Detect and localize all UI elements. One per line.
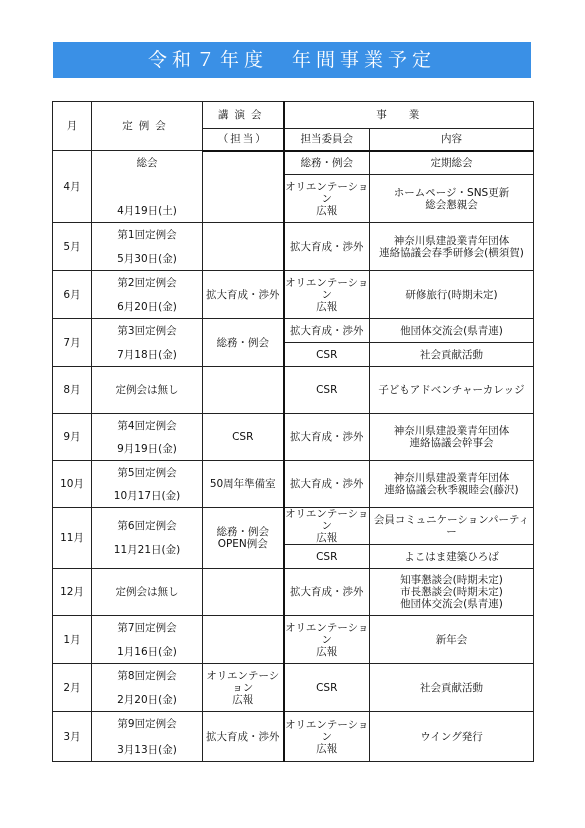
committee-cell — [284, 508, 370, 545]
teireikai-cell — [92, 271, 203, 319]
table-row — [53, 271, 534, 319]
committee-cell: 拡大育成・渉外 — [284, 461, 370, 508]
content-cell: 社会貢献活動 — [370, 343, 534, 367]
committee-cell — [284, 616, 370, 664]
month-cell: 7月 — [53, 319, 92, 367]
meeting-title: 第7回定例会 — [117, 621, 177, 634]
content-cell-line: 連絡協議会春季研修会(横須賀) — [379, 246, 524, 259]
teireikai-cell — [92, 367, 203, 414]
content-cell-line: 他団体交流会(県青連) — [400, 598, 503, 610]
table-row — [53, 569, 534, 616]
meeting-title: 第6回定例会 — [117, 520, 177, 532]
meeting-date: 7月18日(金) — [117, 348, 177, 361]
committee-cell-line: 広報 — [316, 204, 338, 217]
month-cell: 3月 — [53, 712, 92, 762]
header-content: 内容 — [370, 129, 534, 151]
meeting-title: 総会 — [136, 156, 158, 169]
header-teireikai: 定例会 — [92, 102, 203, 151]
committee-cell — [284, 271, 370, 319]
meeting-title: 第4回定例会 — [117, 419, 177, 432]
committee-cell-line: オリエンテーション — [285, 276, 369, 301]
content-cell: ウイング発行 — [370, 712, 534, 762]
annual-schedule-table — [52, 101, 534, 762]
table-row — [53, 712, 534, 762]
lecture-cell: 50周年準備室 — [203, 461, 284, 508]
committee-cell — [284, 712, 370, 762]
month-cell: 8月 — [53, 367, 92, 414]
meeting-title: 第5回定例会 — [117, 466, 177, 479]
meeting-title: 定例会は無し — [115, 384, 179, 396]
meeting-title: 第9回定例会 — [117, 717, 177, 730]
committee-cell-line: 広報 — [316, 742, 338, 755]
header-lecture: 講演会 — [203, 102, 284, 129]
content-cell — [370, 223, 534, 271]
table-row — [53, 319, 534, 343]
lecture-cell — [203, 616, 284, 664]
teireikai-cell — [92, 508, 203, 569]
committee-cell: 拡大育成・渉外 — [284, 223, 370, 271]
committee-cell-line: オリエンテーション — [285, 508, 369, 532]
committee-cell-line: 広報 — [316, 300, 338, 313]
teireikai-cell — [92, 151, 203, 223]
content-cell-line: 神奈川県建設業青年団体 — [393, 425, 510, 437]
content-cell — [370, 414, 534, 461]
content-cell: 新年会 — [370, 616, 534, 664]
lecture-cell — [203, 223, 284, 271]
committee-cell: CSR — [284, 545, 370, 569]
committee-cell-line: 広報 — [316, 645, 338, 658]
lecture-cell: 拡大育成・渉外 — [203, 712, 284, 762]
month-cell: 6月 — [53, 271, 92, 319]
table-row — [53, 461, 534, 508]
lecture-cell — [203, 151, 284, 223]
meeting-title: 第3回定例会 — [117, 324, 177, 337]
teireikai-cell — [92, 319, 203, 367]
teireikai-cell — [92, 223, 203, 271]
teireikai-cell — [92, 616, 203, 664]
table-row — [53, 414, 534, 461]
header-committee: 担当委員会 — [284, 129, 370, 151]
content-cell: 研修旅行(時期未定) — [370, 271, 534, 319]
content-cell-line: 神奈川県建設業青年団体 — [393, 472, 510, 484]
table-row — [53, 664, 534, 712]
lecture-cell — [203, 367, 284, 414]
teireikai-cell — [92, 414, 203, 461]
committee-cell — [284, 175, 370, 223]
meeting-title: 第2回定例会 — [117, 276, 177, 289]
lecture-cell-line: OPEN例会 — [217, 538, 268, 550]
page-title: 令和７年度 年間事業予定 — [53, 42, 531, 78]
content-cell-line: ホームページ・SNS更新 — [393, 186, 510, 199]
committee-cell-line: オリエンテーション — [285, 621, 369, 646]
meeting-date: 3月13日(金) — [117, 743, 177, 756]
content-cell-line: 総会懇親会 — [425, 198, 478, 211]
meeting-date: 9月19日(金) — [117, 442, 177, 455]
meeting-date: 6月20日(金) — [117, 300, 177, 313]
committee-cell: CSR — [284, 343, 370, 367]
content-cell: よこはま建築ひろば — [370, 545, 534, 569]
content-cell-line: 連絡協議会幹事会 — [409, 437, 494, 449]
lecture-cell — [203, 569, 284, 616]
committee-cell-line: オリエンテーション — [285, 180, 369, 205]
committee-cell-line: オリエンテーション — [285, 718, 369, 743]
teireikai-cell — [92, 569, 203, 616]
content-cell — [370, 569, 534, 616]
meeting-title: 第8回定例会 — [117, 669, 177, 682]
table-row — [53, 508, 534, 545]
lecture-cell: CSR — [203, 414, 284, 461]
meeting-date: 4月19日(土) — [117, 204, 177, 217]
lecture-cell: 拡大育成・渉外 — [203, 271, 284, 319]
month-cell: 9月 — [53, 414, 92, 461]
meeting-date: 2月20日(金) — [117, 693, 177, 706]
lecture-cell: 総務・例会 — [203, 319, 284, 367]
month-cell: 12月 — [53, 569, 92, 616]
content-cell-line: 神奈川県建設業青年団体 — [393, 234, 510, 247]
month-cell: 2月 — [53, 664, 92, 712]
content-cell: 社会貢献活動 — [370, 664, 534, 712]
header-lecture-sub: （担当） — [203, 129, 284, 151]
content-cell — [370, 175, 534, 223]
month-cell: 5月 — [53, 223, 92, 271]
content-cell — [370, 461, 534, 508]
teireikai-cell — [92, 664, 203, 712]
meeting-date: 5月30日(金) — [117, 252, 177, 265]
content-cell: 他団体交流会(県青連) — [370, 319, 534, 343]
committee-cell: 拡大育成・渉外 — [284, 414, 370, 461]
lecture-cell — [203, 664, 284, 712]
lecture-cell-line: オリエンテーション — [206, 669, 280, 694]
lecture-cell-line: 総務・例会 — [216, 526, 269, 538]
content-cell: 定期総会 — [370, 151, 534, 175]
meeting-date: 10月17日(金) — [113, 489, 181, 502]
meeting-date: 1月16日(金) — [117, 645, 177, 658]
content-cell-line: 市長懇談会(時期未定) — [400, 586, 503, 598]
committee-cell: CSR — [284, 664, 370, 712]
content-cell: 子どもアドベンチャーカレッジ — [370, 367, 534, 414]
header-month: 月 — [53, 102, 92, 151]
table-row — [53, 223, 534, 271]
lecture-cell — [203, 508, 284, 569]
content-cell-line: 連絡協議会秋季親睦会(藤沢) — [384, 484, 519, 496]
meeting-title: 第1回定例会 — [117, 228, 177, 241]
committee-cell: 拡大育成・渉外 — [284, 569, 370, 616]
teireikai-cell — [92, 712, 203, 762]
table-row — [53, 367, 534, 414]
table-row — [53, 616, 534, 664]
month-cell: 1月 — [53, 616, 92, 664]
teireikai-cell — [92, 461, 203, 508]
meeting-title: 定例会は無し — [115, 586, 179, 598]
table-row — [53, 151, 534, 175]
committee-cell: 拡大育成・渉外 — [284, 319, 370, 343]
month-cell: 11月 — [53, 508, 92, 569]
committee-cell-line: 広報 — [316, 532, 338, 544]
header-events: 事業 — [284, 102, 534, 129]
month-cell: 10月 — [53, 461, 92, 508]
content-cell-line: 知事懇談会(時期未定) — [400, 574, 503, 586]
meeting-date: 11月21日(金) — [113, 544, 181, 556]
committee-cell: 総務・例会 — [284, 151, 370, 175]
content-cell: 会員コミュニケーションパーティー — [370, 508, 534, 545]
lecture-cell-line: 広報 — [232, 693, 254, 706]
month-cell: 4月 — [53, 151, 92, 223]
committee-cell: CSR — [284, 367, 370, 414]
